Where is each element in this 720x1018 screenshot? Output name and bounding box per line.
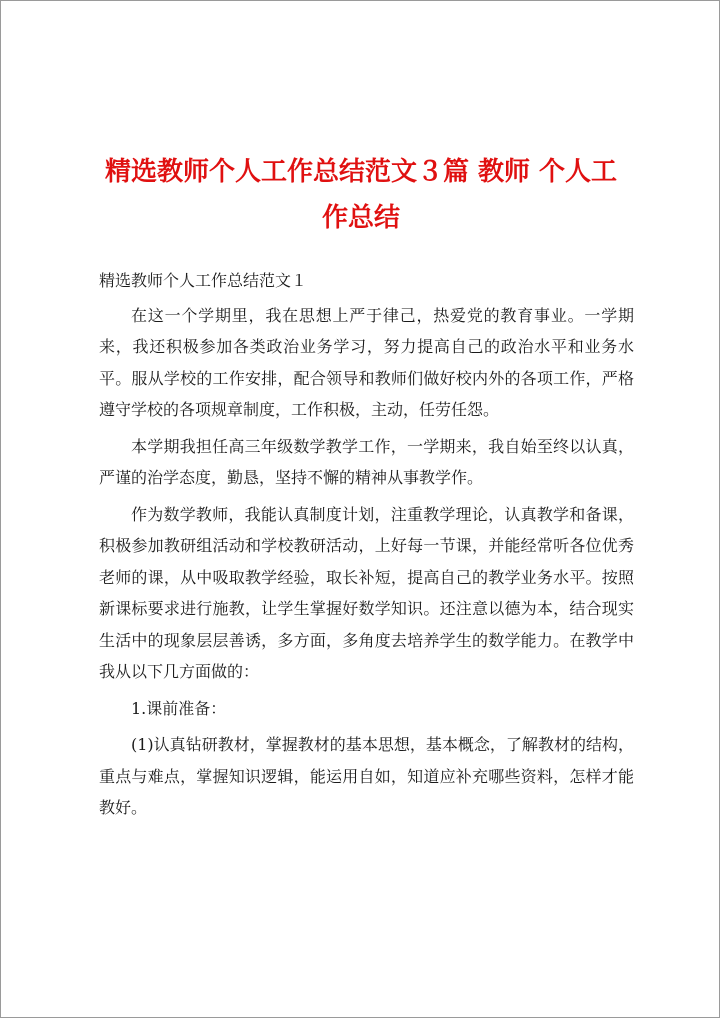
list-heading-prep: 1.课前准备： bbox=[131, 698, 227, 718]
page-title-line-2: 作总结 bbox=[321, 203, 400, 233]
body-paragraph-2: 本学期我担任高三年级数学教学工作，一学期来，我自始至终以认真，严谨的治学态度，勤恳，坚持不懈的精神从事教学作。 bbox=[99, 436, 634, 487]
section-heading: 精选教师个人工作总结范文１ bbox=[99, 271, 308, 290]
body-paragraph-3: 作为数学教师，我能认真制度计划，注重教学理论，认真教学和备课，积极参加教研组活动和学校教研活动，上好每一节课，并能经常听各位优秀老师的课，从中吸取教学经验，取长补短，提高自己的教学业务水平。按照新课标要求进行施教，让学生掌握好数学知识。还注意以德为本，结合现实生活中的现象层层善诱，多方面，多角度去培养学生的数学能力。在教学中我从以下几方面做的： bbox=[99, 504, 634, 681]
page-title bbox=[81, 149, 641, 241]
page-title-line-1: 精选教师个人工作总结范文３篇 教师 个人工 bbox=[104, 157, 618, 187]
body-paragraph-1: 在这一个学期里，我在思想上严于律己，热爱党的教育事业。一学期来，我还积极参加各类政治业务学习，努力提高自己的政治水平和业务水平。服从学校的工作安排，配合领导和教师们做好校内外的各项工作，严格遵守学校的各项规章制度，工作积极，主动，任劳任怨。 bbox=[99, 305, 634, 419]
document-body bbox=[99, 265, 634, 829]
list-item-1: (1)认真钻研教材，掌握教材的基本思想，基本概念，了解教材的结构，重点与难点，掌握知识逻辑，能运用自如，知道应补充哪些资料，怎样才能教好。 bbox=[99, 735, 634, 817]
